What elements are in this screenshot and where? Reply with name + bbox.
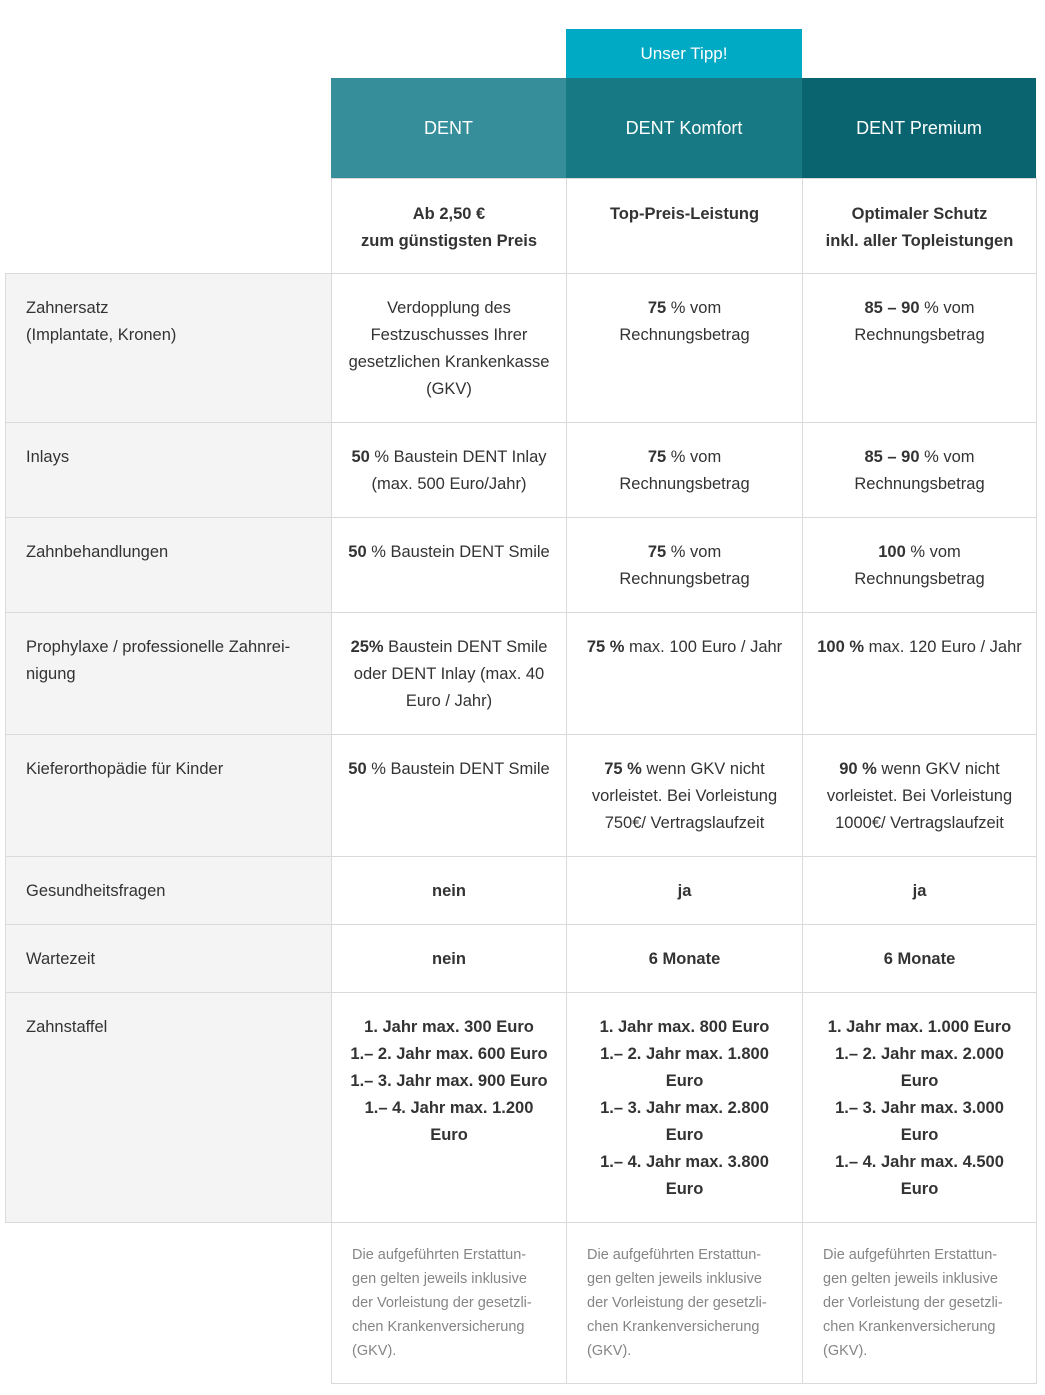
- cell-dent-premium: 1. Jahr max. 1.000 Euro 1.– 2. Jahr max. 2.000 Euro 1.– 3. Jahr max. 3.000 Euro 1.– 4. Jahr max. 4.500 Euro: [803, 993, 1037, 1223]
- footnote-dent-premium: Die aufgeführten Erstattun-gen gelten jeweils inklusive der Vorleistung der gesetzli-chen Krankenversicherung (GKV).: [803, 1223, 1037, 1384]
- cell-dent-komfort: 6 Monate: [567, 925, 803, 993]
- cell-dent-premium: 85 – 90 % vom Rechnungsbetrag: [803, 423, 1037, 518]
- cell-dent: 25% Baustein DENT Smile oder DENT Inlay (max. 40 Euro / Jahr): [332, 613, 567, 735]
- cell-dent-komfort: 1. Jahr max. 800 Euro 1.– 2. Jahr max. 1.800 Euro 1.– 3. Jahr max. 2.800 Euro 1.– 4. Jahr max. 3.800 Euro: [567, 993, 803, 1223]
- cell-dent-premium: 85 – 90 % vom Rechnungsbetrag: [803, 274, 1037, 423]
- plan-header-dent-komfort: DENT Komfort: [566, 78, 802, 178]
- cell-dent: 50 % Baustein DENT Smile: [332, 735, 567, 857]
- tagline-dent-komfort: Top-Preis-Leistung: [567, 179, 803, 274]
- cell-dent: 50 % Baustein DENT Smile: [332, 518, 567, 613]
- row-label-zahnersatz: Zahnersatz (Implantate, Kronen): [6, 274, 332, 423]
- row-label-wartezeit: Wartezeit: [6, 925, 332, 993]
- empty-footnote-cell: [6, 1223, 332, 1384]
- cell-dent: nein: [332, 857, 567, 925]
- cell-dent-premium: 100 % vom Rechnungsbetrag: [803, 518, 1037, 613]
- tagline-dent: Ab 2,50 € zum günstigsten Preis: [332, 179, 567, 274]
- cell-dent: 1. Jahr max. 300 Euro 1.– 2. Jahr max. 600 Euro 1.– 3. Jahr max. 900 Euro 1.– 4. Jahr max. 1.200 Euro: [332, 993, 567, 1223]
- table-row: [6, 735, 1037, 857]
- comparison-table: [5, 178, 1037, 1384]
- cell-dent-premium: ja: [803, 857, 1037, 925]
- row-label-zahnstaffel: Zahnstaffel: [6, 993, 332, 1223]
- footnote-dent: Die aufgeführten Erstattun-gen gelten jeweils inklusive der Vorleistung der gesetzli-chen Krankenversicherung (GKV).: [332, 1223, 567, 1384]
- cell-dent-premium: 6 Monate: [803, 925, 1037, 993]
- cell-dent-komfort: 75 % vom Rechnungsbetrag: [567, 518, 803, 613]
- cell-dent-komfort: 75 % vom Rechnungsbetrag: [567, 274, 803, 423]
- cell-dent-komfort: 75 % max. 100 Euro / Jahr: [567, 613, 803, 735]
- cell-dent: nein: [332, 925, 567, 993]
- row-label-inlays: Inlays: [6, 423, 332, 518]
- cell-dent: Verdopplung des Festzuschusses Ihrer gesetzlichen Krankenkasse (GKV): [332, 274, 567, 423]
- cell-dent: 50 % Baustein DENT Inlay (max. 500 Euro/Jahr): [332, 423, 567, 518]
- tagline-row: [6, 179, 1037, 274]
- table-row: [6, 274, 1037, 423]
- row-label-prophylaxe: Prophylaxe / professionelle Zahnrei-nigung: [6, 613, 332, 735]
- cell-dent-premium: 100 % max. 120 Euro / Jahr: [803, 613, 1037, 735]
- plan-header-dent-premium: DENT Premium: [802, 78, 1036, 178]
- table-row: [6, 993, 1037, 1223]
- row-label-gesundheitsfragen: Gesundheitsfragen: [6, 857, 332, 925]
- footnote-dent-komfort: Die aufgeführten Erstattun-gen gelten jeweils inklusive der Vorleistung der gesetzli-chen Krankenversicherung (GKV).: [567, 1223, 803, 1384]
- cell-dent-komfort: 75 % wenn GKV nicht vorleistet. Bei Vorleistung 750€/ Vertragslaufzeit: [567, 735, 803, 857]
- row-label-kieferorthopaedie: Kieferorthopädie für Kinder: [6, 735, 332, 857]
- plan-header-dent: DENT: [331, 78, 566, 178]
- table-row: [6, 857, 1037, 925]
- table-row: [6, 613, 1037, 735]
- empty-corner-cell: [6, 179, 332, 274]
- row-label-zahnbehandlungen: Zahnbehandlungen: [6, 518, 332, 613]
- footnote-row: [6, 1223, 1037, 1384]
- table-row: [6, 423, 1037, 518]
- cell-dent-komfort: 75 % vom Rechnungsbetrag: [567, 423, 803, 518]
- table-row: [6, 925, 1037, 993]
- tagline-dent-premium: Optimaler Schutz inkl. aller Topleistungen: [803, 179, 1037, 274]
- recommendation-badge: Unser Tipp!: [566, 29, 802, 78]
- table-row: [6, 518, 1037, 613]
- cell-dent-komfort: ja: [567, 857, 803, 925]
- cell-dent-premium: 90 % wenn GKV nicht vorleistet. Bei Vorleistung 1000€/ Vertragslaufzeit: [803, 735, 1037, 857]
